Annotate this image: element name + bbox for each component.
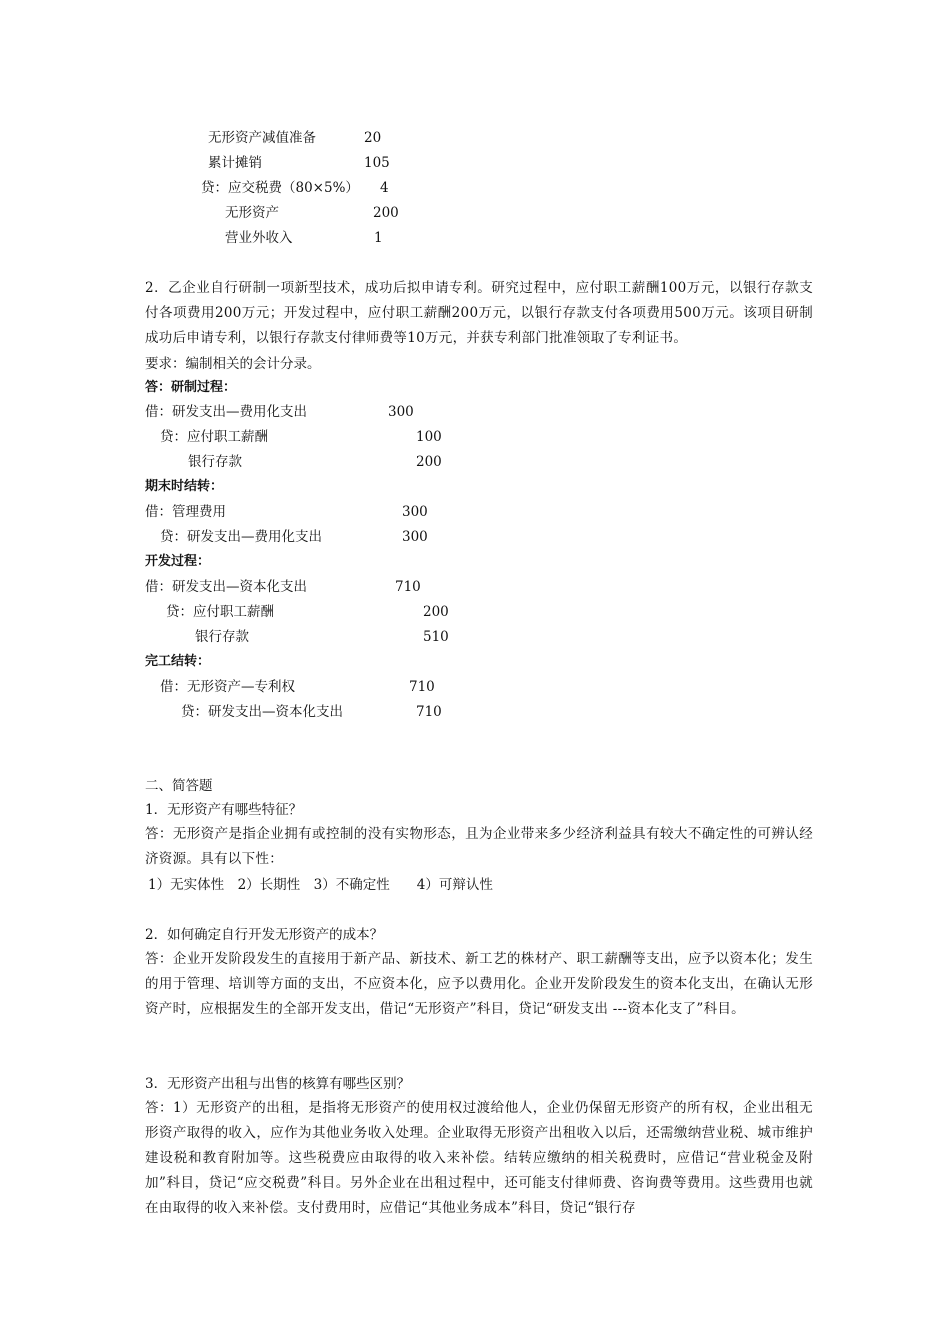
answer-1: 答：无形资产是指企业拥有或控制的没有实物形态，且为企业带来多少经济利益具有较大不确定性的可辨认经济资源。具有以下性： xyxy=(145,826,813,867)
entry-line-label: 贷：研发支出—费用化支出 xyxy=(160,529,322,545)
entry-line-label: 累计摊销 xyxy=(208,155,262,171)
section-heading-development: 开发过程： xyxy=(145,554,211,569)
entry-line-amount: 300 xyxy=(388,404,414,420)
answer-3: 答：1）无形资产的出租，是指将无形资产的使用权过渡给他人，企业仍保留无形资产的所有权，企业出租无形资产取得的收入，应作为其他业务收入处理。企业取得无形资产出租收入以后，还需缴纳营业税、城市维护建设税和教育附加等。这些税费应由取得的收入来补偿。结转应缴纳的相关税费时，应借记“营业税金及附加”科目，贷记“应交税费”科目。另外企业在出租过程中，还可能支付律师费、咨询费等费用。这些费用也就在由取得的收入来补偿。支付费用时，应借记“其他业务成本”科目，贷记“银行存 xyxy=(145,1100,813,1216)
answer-1-traits: 1）无实体性 2）长期性 3）不确定性 4）可辩认性 xyxy=(148,877,493,893)
entry-line-amount: 105 xyxy=(364,155,390,171)
problem-2-requirement: 要求：编制相关的会计分录。 xyxy=(145,356,321,372)
entry-line-label: 无形资产 xyxy=(225,205,279,221)
entry-line-label: 贷：应交税费（80×5%） xyxy=(201,180,359,196)
entry-line-label: 银行存款 xyxy=(195,629,249,645)
question-3: 3．无形资产出租与出售的核算有哪些区别？ xyxy=(145,1076,411,1092)
entry-line-amount: 710 xyxy=(395,579,421,595)
entry-line-amount: 100 xyxy=(416,429,442,445)
entry-line-amount: 1 xyxy=(374,230,383,246)
entry-line-amount: 300 xyxy=(402,529,428,545)
entry-line-amount: 20 xyxy=(364,130,382,146)
question-1: 1．无形资产有哪些特征？ xyxy=(145,802,303,818)
question-2: 2．如何确定自行开发无形资产的成本？ xyxy=(145,927,384,943)
entry-line-amount: 510 xyxy=(423,629,449,645)
entry-line-label: 贷：应付职工薪酬 xyxy=(160,429,268,445)
entry-line-label: 借：研发支出—资本化支出 xyxy=(145,579,307,595)
entry-line-amount: 200 xyxy=(423,604,449,620)
entry-line-amount: 710 xyxy=(409,679,435,695)
section-heading-period-end: 期末时结转： xyxy=(145,479,224,494)
section-heading-research: 答：研制过程： xyxy=(145,380,237,395)
section-title-short-answer: 二、简答题 xyxy=(145,778,213,794)
entry-line-label: 借：研发支出—费用化支出 xyxy=(145,404,307,420)
entry-line-amount: 300 xyxy=(402,504,428,520)
entry-line-amount: 4 xyxy=(380,180,389,196)
entry-line-amount: 200 xyxy=(416,454,442,470)
section-heading-completion: 完工结转： xyxy=(145,654,211,669)
answer-2: 答：企业开发阶段发生的直接用于新产品、新技术、新工艺的株材产、职工薪酬等支出，应予以资本化；发生的用于管理、培训等方面的支出，不应资本化，应予以费用化。企业开发阶段发生的资本化支出，在确认无形资产时，应根据发生的全部开发支出，借记“无形资产”科目，贷记“研发支出 ---资本化支了”科目。 xyxy=(145,951,813,1017)
entry-line-label: 无形资产减值准备 xyxy=(208,130,316,146)
entry-line-amount: 200 xyxy=(373,205,399,221)
entry-line-label: 贷：研发支出—资本化支出 xyxy=(181,704,343,720)
entry-line-label: 贷：应付职工薪酬 xyxy=(166,604,274,620)
entry-line-label: 营业外收入 xyxy=(225,230,293,246)
entry-line-amount: 710 xyxy=(416,704,442,720)
entry-line-label: 银行存款 xyxy=(188,454,242,470)
entry-line-label: 借：管理费用 xyxy=(145,504,226,520)
problem-2-text: 2．乙企业自行研制一项新型技术，成功后拟申请专利。研究过程中，应付职工薪酬100万元，以银行存款支付各项费用200万元；开发过程中，应付职工薪酬200万元，以银行存款支付各项费用500万元。该项目研制成功后申请专利，以银行存款支付律师费等10万元，并获专利部门批准领取了专利证书。 xyxy=(145,280,813,346)
entry-line-label: 借：无形资产—专利权 xyxy=(160,679,295,695)
